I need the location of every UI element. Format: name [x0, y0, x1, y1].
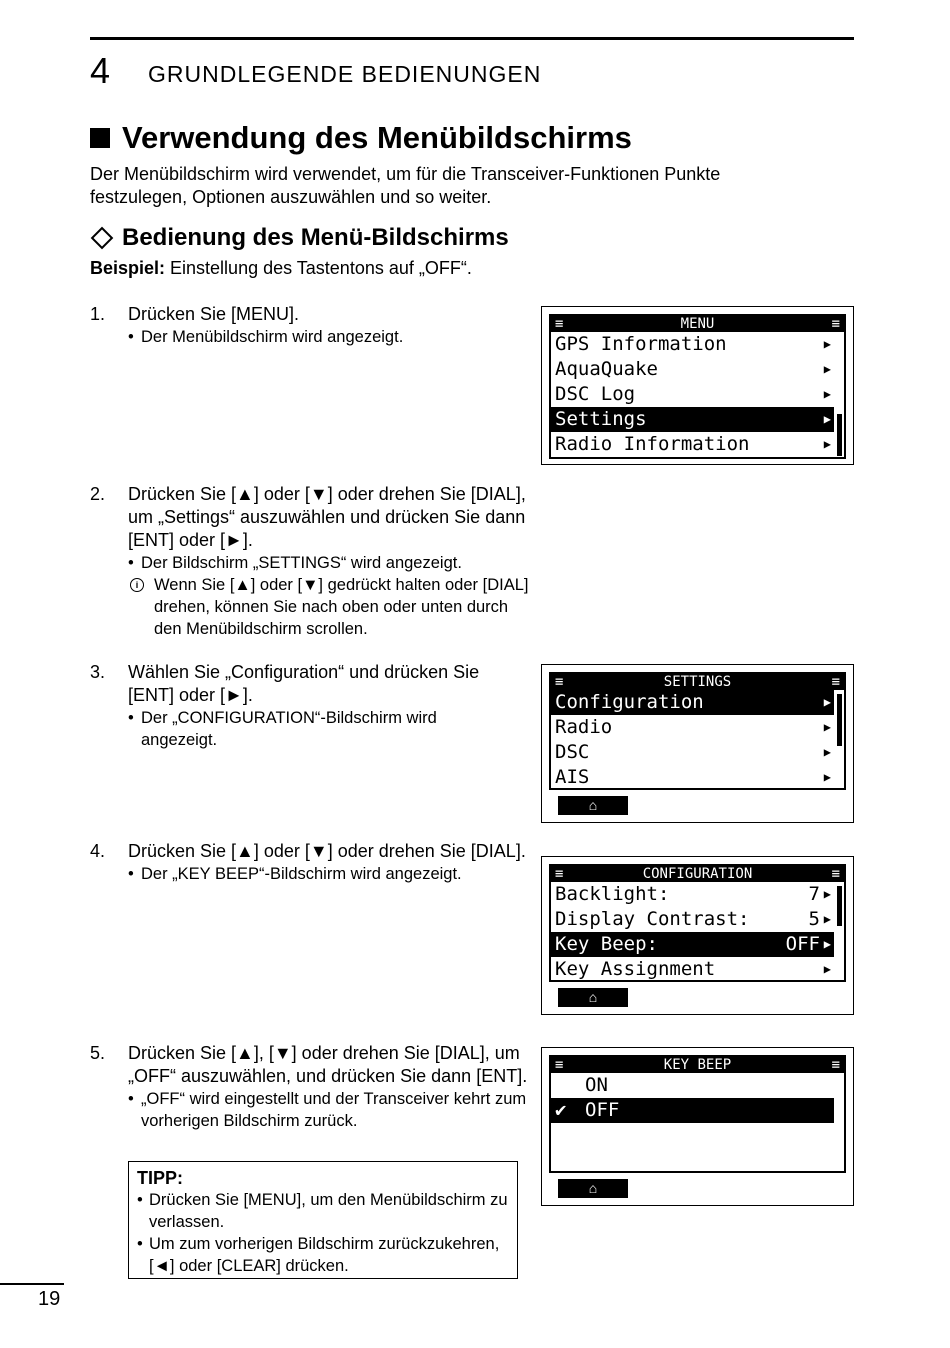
- step-text: Drücken Sie [▲] oder [▼] oder drehen Sie [DIAL], um „Settings“ auszuwählen und drücken Sie dann [ENT] oder [►].: [128, 484, 526, 550]
- lcd-key-beep-screen: [541, 1047, 854, 1206]
- lcd-item-label: Display Contrast:: [555, 908, 750, 930]
- lcd-menu-screen: [541, 306, 854, 465]
- lcd-item[interactable]: [551, 382, 834, 407]
- step-text: Drücken Sie [▲] oder [▼] oder drehen Sie [DIAL].: [128, 841, 526, 861]
- right-triangle-icon: ▶: [823, 887, 831, 901]
- lcd-title-bar: [551, 1057, 844, 1073]
- step-number: 3.: [90, 662, 106, 682]
- lcd-title-bar: [551, 674, 844, 690]
- top-rule: [90, 37, 854, 40]
- right-triangle-icon: ▶: [823, 437, 831, 451]
- home-icon: ⌂: [588, 797, 598, 813]
- list-icon: ≡: [831, 316, 840, 332]
- right-triangle-icon: ▶: [823, 695, 831, 709]
- right-triangle-icon: ▶: [823, 362, 831, 376]
- lcd-title-bar: [551, 316, 844, 332]
- right-triangle-icon: ▶: [823, 962, 831, 976]
- lcd-configuration-screen: [541, 856, 854, 1015]
- example-line: [90, 258, 472, 279]
- info-icon: i: [130, 578, 144, 592]
- lcd-title: MENU: [680, 316, 715, 332]
- step-note: [128, 574, 530, 640]
- step-bullet: • Der Bildschirm „SETTINGS“ wird angezeigt.: [128, 554, 462, 572]
- lcd-item-selected[interactable]: [551, 932, 834, 957]
- step-text: Drücken Sie [▲], [▼] oder drehen Sie [DIAL], um „OFF“ auszuwählen, und drücken Sie dann [ENT].: [128, 1043, 528, 1086]
- list-icon: ≡: [831, 1057, 840, 1073]
- step-text: Wählen Sie „Configuration“ und drücken Sie [ENT] oder [►].: [128, 662, 480, 705]
- tip-item-text: Drücken Sie [MENU], um den Menübildschirm zu verlassen.: [149, 1191, 508, 1231]
- right-triangle-icon: ▶: [823, 745, 831, 759]
- list-icon: ≡: [555, 1057, 564, 1073]
- lcd-item-value: 7: [808, 883, 820, 905]
- lcd-item-label: OFF: [585, 1099, 620, 1121]
- checkmark-icon: ✔: [555, 1099, 567, 1121]
- lcd-item-label: Key Beep:: [555, 933, 658, 955]
- lcd-item-label: Key Assignment: [555, 958, 716, 980]
- home-icon: ⌂: [588, 989, 598, 1005]
- bullet-text: „OFF“ wird eingestellt und der Transceiver kehrt zum vorherigen Bildschirm zurück.: [141, 1090, 527, 1130]
- example-text: Einstellung des Tastentons auf „OFF“.: [165, 258, 472, 278]
- bullet-text: Der „KEY BEEP“-Bildschirm wird angezeigt.: [141, 865, 462, 883]
- step-3: [90, 661, 530, 751]
- lcd-title: CONFIGURATION: [642, 866, 753, 882]
- page-number: 19: [38, 1288, 61, 1310]
- lcd-item-label: Radio Information: [555, 433, 750, 455]
- right-triangle-icon: ▶: [823, 912, 831, 926]
- step-number: 2.: [90, 484, 106, 504]
- right-triangle-icon: ▶: [823, 337, 831, 351]
- home-button[interactable]: [558, 1179, 628, 1198]
- tip-item: • Um zum vorherigen Bildschirm zurückzukehren, [◄] oder [CLEAR] drücken.: [137, 1235, 500, 1275]
- section-description: Der Menübildschirm wird verwendet, um für die Transceiver-Funktionen Punkte festzulegen, Optionen auszuwählen und so weiter.: [90, 164, 721, 207]
- list-icon: ≡: [555, 674, 564, 690]
- lcd-item[interactable]: [551, 715, 834, 740]
- tip-title: TIPP:: [137, 1168, 184, 1188]
- step-number: 1.: [90, 304, 106, 324]
- square-bullet-icon: [90, 128, 110, 148]
- lcd-item-label: DSC Log: [555, 383, 636, 405]
- step-text: Drücken Sie [MENU].: [128, 304, 300, 324]
- diamond-icon: [91, 227, 114, 250]
- section-title: Verwendung des Menübildschirms: [122, 120, 632, 155]
- lcd-item[interactable]: [551, 765, 834, 790]
- lcd-item[interactable]: [551, 432, 834, 457]
- step-1: [90, 303, 530, 348]
- home-button[interactable]: [558, 796, 628, 815]
- lcd-item[interactable]: [551, 957, 834, 982]
- scrollbar[interactable]: [837, 694, 842, 746]
- step-number: 5.: [90, 1043, 106, 1063]
- lcd-title: SETTINGS: [663, 674, 732, 690]
- lcd-item-label: ON: [585, 1074, 608, 1096]
- right-triangle-icon: ▶: [823, 937, 831, 951]
- subsection-title: Bedienung des Menü-Bildschirms: [122, 224, 509, 251]
- tip-box: [128, 1161, 518, 1279]
- tip-item-text: Um zum vorherigen Bildschirm zurückzukehren, [◄] oder [CLEAR] drücken.: [149, 1235, 500, 1275]
- lcd-title-bar: [551, 866, 844, 882]
- step-bullet: • „OFF“ wird eingestellt und der Transceiver kehrt zum vorherigen Bildschirm zurück.: [128, 1090, 527, 1130]
- right-triangle-icon: ▶: [823, 770, 831, 784]
- lcd-item[interactable]: [551, 357, 834, 382]
- lcd-item-value: 5: [808, 908, 820, 930]
- step-2: [90, 483, 530, 640]
- list-icon: ≡: [831, 866, 840, 882]
- home-icon: ⌂: [588, 1180, 598, 1196]
- chapter-title: GRUNDLEGENDE BEDIENUNGEN: [148, 61, 542, 87]
- step-number: 4.: [90, 841, 106, 861]
- lcd-settings-screen: [541, 664, 854, 823]
- list-icon: ≡: [555, 866, 564, 882]
- subsection-heading: [90, 224, 509, 252]
- lcd-item-selected[interactable]: [551, 690, 834, 715]
- home-button[interactable]: [558, 988, 628, 1007]
- step-bullet: • Der „CONFIGURATION“-Bildschirm wird angezeigt.: [128, 709, 437, 749]
- example-label: Beispiel:: [90, 258, 166, 278]
- lcd-item[interactable]: [551, 907, 834, 932]
- right-triangle-icon: ▶: [823, 720, 831, 734]
- chapter-number: 4: [90, 50, 111, 91]
- lcd-item-label: AIS: [555, 766, 590, 788]
- step-4: [90, 840, 530, 885]
- list-icon: ≡: [555, 316, 564, 332]
- section-heading: [90, 120, 632, 156]
- lcd-item[interactable]: [551, 740, 834, 765]
- step-bullet: • Der „KEY BEEP“-Bildschirm wird angezeigt.: [128, 865, 462, 883]
- scrollbar[interactable]: [837, 886, 842, 926]
- lcd-item[interactable]: [551, 882, 834, 907]
- step-5: [90, 1042, 530, 1132]
- bullet-text: Der Menübildschirm wird angezeigt.: [141, 328, 404, 346]
- lcd-item-label: DSC: [555, 741, 590, 763]
- right-triangle-icon: ▶: [823, 387, 831, 401]
- scrollbar[interactable]: [837, 414, 842, 456]
- lcd-title: KEY BEEP: [663, 1057, 732, 1073]
- lcd-item-label: Backlight:: [555, 883, 670, 905]
- lcd-item-selected[interactable]: [551, 407, 834, 432]
- note-text: Wenn Sie [▲] oder [▼] gedrückt halten oder [DIAL] drehen, können Sie nach oben oder unten durch den Menübildschirm scrollen.: [154, 576, 529, 638]
- lcd-option-on[interactable]: [551, 1073, 834, 1098]
- page-number-rule: [0, 1283, 64, 1285]
- bullet-text: Der „CONFIGURATION“-Bildschirm wird angezeigt.: [141, 709, 437, 749]
- lcd-item-label: Settings: [555, 408, 647, 430]
- lcd-item[interactable]: [551, 332, 834, 357]
- lcd-item-label: GPS Information: [555, 333, 727, 355]
- lcd-item-label: Radio: [555, 716, 613, 738]
- tip-item: • Drücken Sie [MENU], um den Menübildschirm zu verlassen.: [137, 1191, 508, 1231]
- lcd-item-label: AquaQuake: [555, 358, 658, 380]
- lcd-item-label: Configuration: [555, 691, 704, 713]
- bullet-text: Der Bildschirm „SETTINGS“ wird angezeigt.: [141, 554, 462, 572]
- step-bullet: • Der Menübildschirm wird angezeigt.: [128, 328, 404, 346]
- lcd-option-off-selected[interactable]: [551, 1098, 834, 1123]
- right-triangle-icon: ▶: [823, 412, 831, 426]
- lcd-item-value: OFF: [785, 933, 820, 955]
- list-icon: ≡: [831, 674, 840, 690]
